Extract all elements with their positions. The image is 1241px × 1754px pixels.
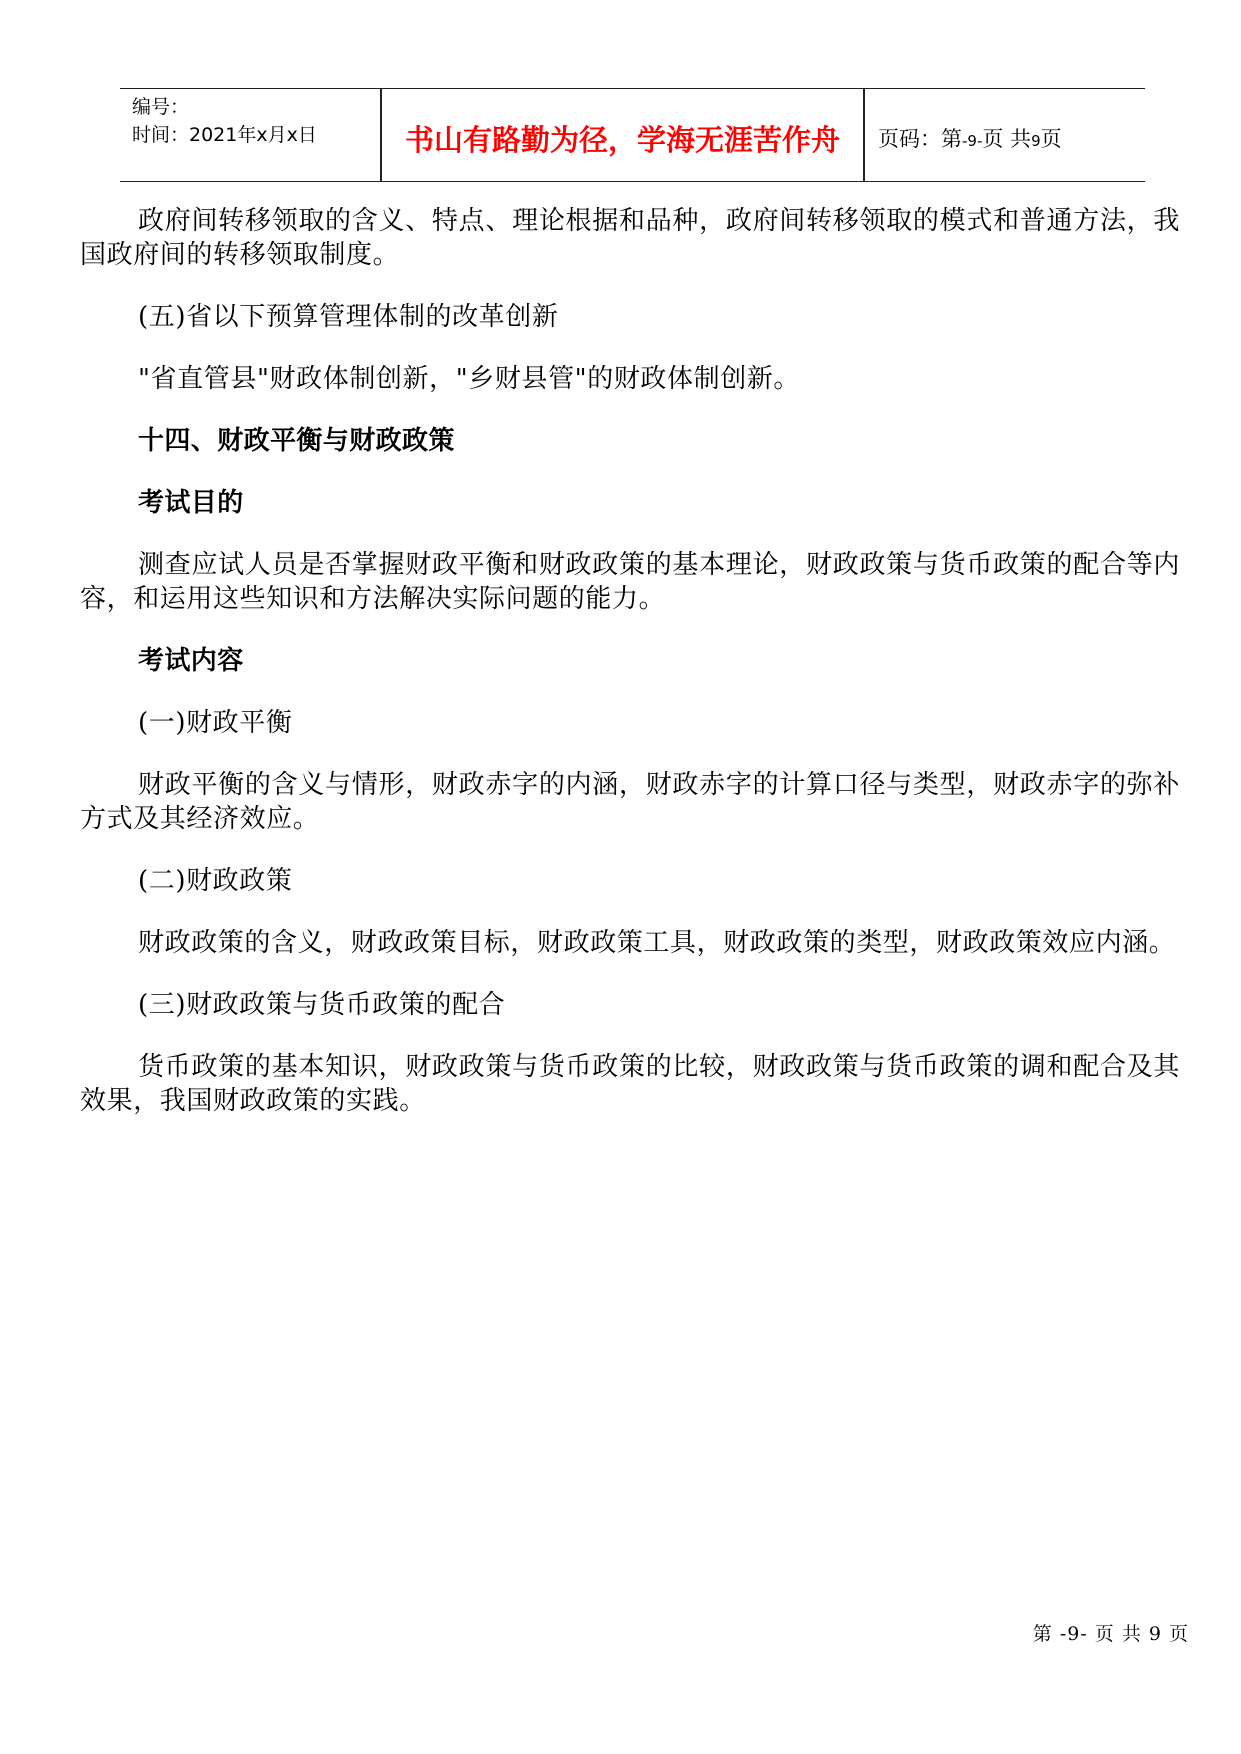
- paragraph-transfer-payment: 政府间转移领取的含义、特点、理论根据和品种，政府间转移领取的模式和普通方法，我国政府间的转移领取制度。: [80, 206, 1180, 270]
- item-policy-coordination-text: 货币政策的基本知识，财政政策与货币政策的比较，财政政策与货币政策的调和配合及其效果，我国财政政策的实践。: [80, 1052, 1180, 1116]
- item-fiscal-policy-text: 财政政策的含义，财政政策目标，财政政策工具，财政政策的类型，财政政策效应内涵。: [138, 928, 1176, 958]
- item-fiscal-policy-heading: (二)财政政策: [138, 866, 293, 896]
- page-code-current: -9-: [962, 132, 983, 150]
- page-footer: 第 -9- 页 共 9 页: [1032, 1623, 1189, 1645]
- item-policy-coordination-heading: (三)财政政策与货币政策的配合: [138, 990, 506, 1020]
- item-fiscal-balance-heading: (一)财政平衡: [138, 708, 293, 738]
- item-fiscal-balance-text: 财政平衡的含义与情形，财政赤字的内涵，财政赤字的计算口径与类型，财政赤字的弥补方式及其经济效应。: [80, 770, 1180, 834]
- header-motto: 书山有路勤为径，学海无涯苦作舟: [404, 122, 840, 157]
- exam-goal-text: 测查应试人员是否掌握财政平衡和财政政策的基本理论，财政政策与货币政策的配合等内容，和运用这些知识和方法解决实际问题的能力。: [80, 550, 1180, 614]
- page-code-total: 9: [1031, 132, 1041, 150]
- paragraph-county-reform: "省直管县"财政体制创新，"乡财县管"的财政体制创新。: [138, 364, 801, 394]
- document-date: 时间：2021年x月x日: [132, 124, 317, 146]
- exam-content-heading: 考试内容: [138, 646, 244, 676]
- subheading-budget-reform: (五)省以下预算管理体制的改革创新: [138, 302, 559, 332]
- page-code-middle: 页 共: [982, 127, 1032, 151]
- header-meta: [132, 93, 382, 149]
- section-heading: 十四、财政平衡与财政政策: [138, 426, 455, 456]
- page-code-suffix: 页: [1040, 127, 1062, 151]
- exam-goal-heading: 考试目的: [138, 488, 244, 518]
- header-page-code: [878, 125, 1062, 155]
- page-header: [120, 88, 1145, 182]
- header-divider-right: [863, 89, 865, 181]
- document-number-label: 编号：: [132, 96, 190, 118]
- document-body: [80, 204, 1180, 1118]
- page-code-prefix: 页码：第: [878, 127, 962, 151]
